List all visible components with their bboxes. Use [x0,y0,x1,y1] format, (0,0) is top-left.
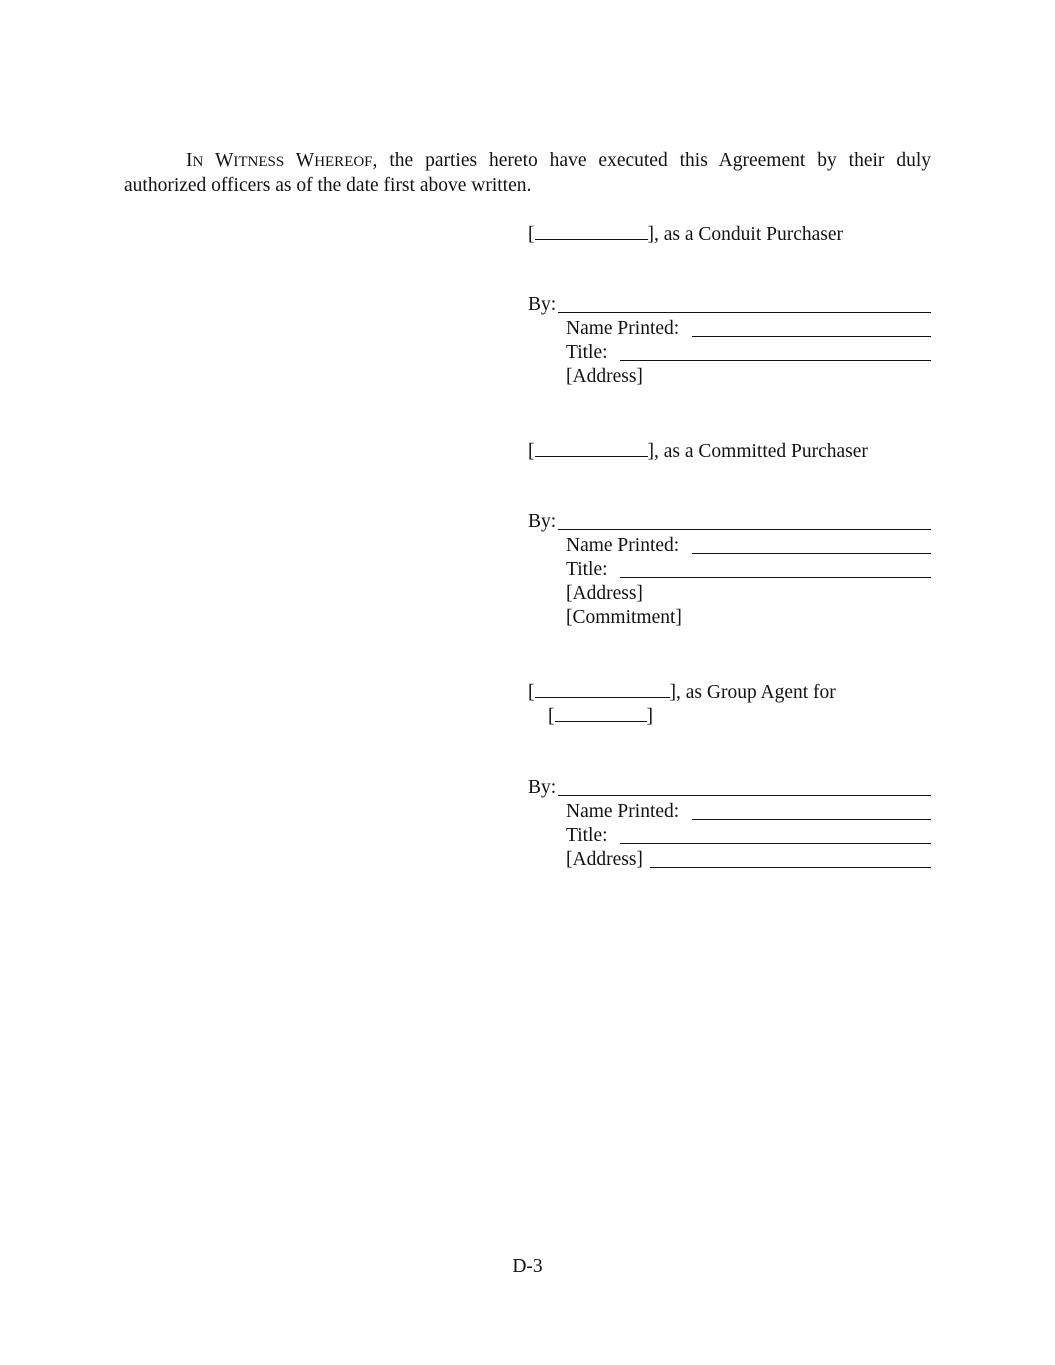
commitment-row [566,606,682,630]
signature-blank[interactable] [558,529,931,530]
name-printed-row [566,800,931,824]
title-row [566,341,931,365]
group-agent-for [548,703,653,729]
witness-lead-2: W [214,150,234,171]
party-open-bracket: [ [528,224,535,245]
witness-paragraph [124,149,931,198]
address-label: [Address] [566,583,643,604]
name-printed-label: Name Printed: [566,318,680,339]
name-printed-row [566,534,931,558]
commitment-label: [Commitment] [566,607,682,628]
party-committed-purchaser [528,438,868,464]
group-name-blank[interactable] [555,703,647,722]
by-label: By: [528,511,557,532]
party-role: ], as a Committed Purchaser [647,441,868,462]
name-printed-blank[interactable] [692,336,931,337]
party-name-blank[interactable] [535,679,670,698]
party-conduit-purchaser [528,221,843,247]
title-label: Title: [566,825,608,846]
signature-line-committed[interactable] [528,510,931,534]
address-label: [Address] [566,849,643,870]
title-blank[interactable] [620,360,931,361]
signature-line-group-agent[interactable] [528,776,931,800]
witness-lead-1: I [186,150,193,171]
address-row [566,582,643,606]
signature-blank[interactable] [558,312,931,313]
title-row [566,824,931,848]
party-name-blank[interactable] [535,438,648,457]
title-label: Title: [566,559,608,580]
name-printed-row [566,317,931,341]
address-label: [Address] [566,366,643,387]
address-blank[interactable] [650,867,931,868]
party-name-blank[interactable] [535,221,648,240]
witness-lead-1b: N [192,154,204,170]
name-printed-label: Name Printed: [566,535,680,556]
party-open-bracket: [ [528,441,535,462]
witness-lead-3: W [295,150,315,171]
address-row [566,848,931,872]
title-row [566,558,931,582]
by-label: By: [528,777,557,798]
title-blank[interactable] [620,577,931,578]
title-blank[interactable] [620,843,931,844]
title-label: Title: [566,342,608,363]
sub-open-bracket: [ [548,706,555,727]
party-group-agent [528,679,836,705]
signature-line-conduit[interactable] [528,293,931,317]
page-number: D-3 [512,1256,543,1277]
signature-blank[interactable] [558,795,931,796]
witness-text: , the parties hereto have executed this Agreement by their duly authorized officers as of the date first above written. [124,150,932,196]
name-printed-label: Name Printed: [566,801,680,822]
by-label: By: [528,294,557,315]
party-role: ], as Group Agent for [669,682,836,703]
witness-lead-2b: ITNESS [233,154,285,170]
name-printed-blank[interactable] [692,819,931,820]
party-role: ], as a Conduit Purchaser [647,224,843,245]
sub-close-bracket: ] [646,706,653,727]
party-open-bracket: [ [528,682,535,703]
witness-lead-3b: HEREOF [314,154,373,170]
address-row [566,365,643,389]
name-printed-blank[interactable] [692,553,931,554]
